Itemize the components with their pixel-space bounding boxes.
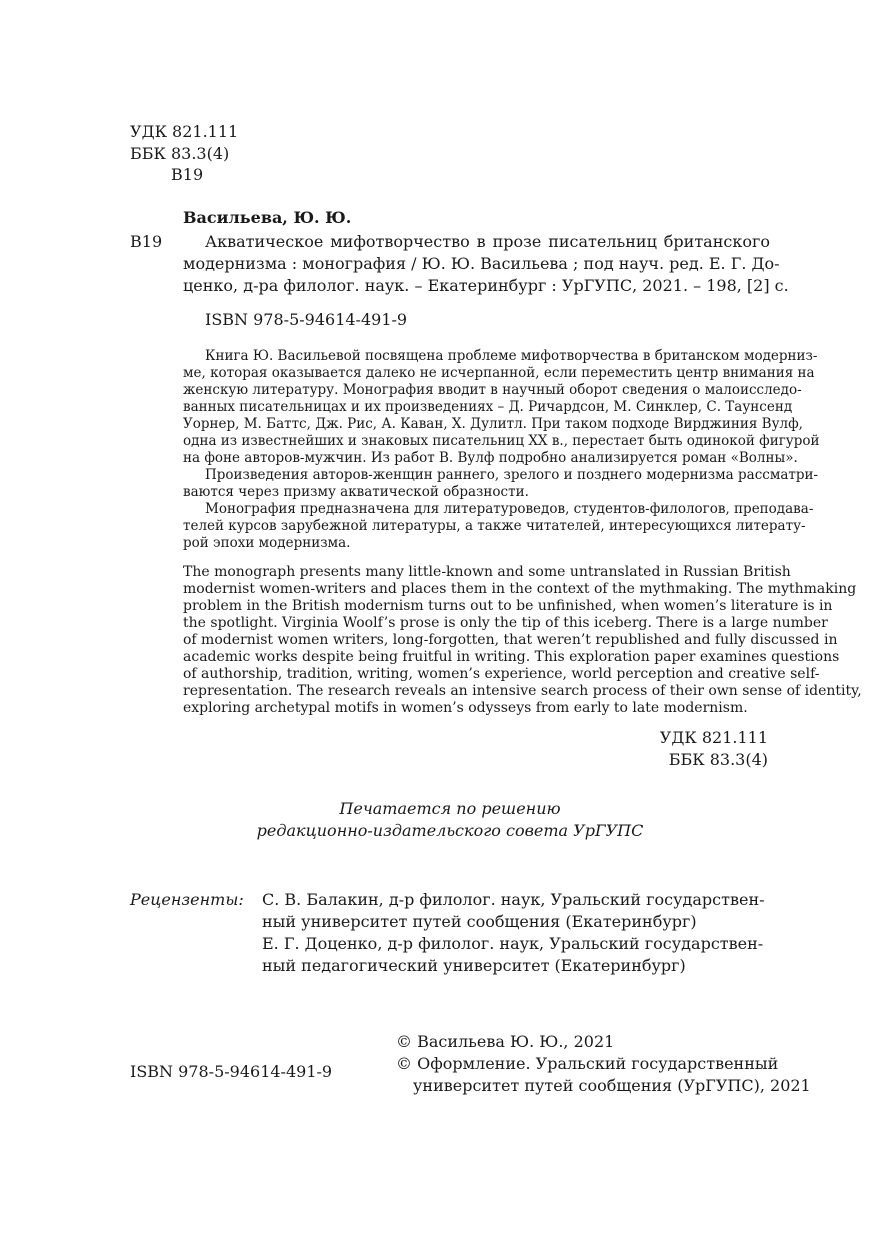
annotation-line: ме, которая оказывается далеко не исчерпанной, если переместить центр внимания на <box>183 365 815 381</box>
annotation-ru <box>183 348 820 551</box>
annotation-en-line: of authorship, tradition, writing, women’s experience, world perception and creative self- <box>183 666 820 682</box>
annotation-line: Уорнер, М. Баттс, Дж. Рис, А. Каван, Х. Дулитл. При таком подходе Вирджиния Вулф, <box>183 416 803 432</box>
reviewers-label: Рецензенты: <box>130 890 244 909</box>
copyright-line: © Васильева Ю. Ю., 2021 <box>396 1032 615 1051</box>
bbk-code: ББК 83.3(4) <box>130 144 230 163</box>
entry-desc-line: Акватическое мифотворчество в прозе писательниц британского <box>205 232 770 251</box>
annotation-line: рой эпохи модернизма. <box>183 535 351 551</box>
entry-desc-line: ценко, д-ра филолог. наук. – Екатеринбург : УрГУПС, 2021. – 198, [2] с. <box>183 276 789 295</box>
annotation-line: ванных писательницах и их произведениях – Д. Ричардсон, М. Синклер, С. Таунсенд <box>183 399 793 415</box>
author-mark: В19 <box>171 165 204 184</box>
entry-author: Васильева, Ю. Ю. <box>183 208 352 227</box>
udk-code: УДК 821.111 <box>130 122 239 141</box>
annotation-en-line: modernist women-writers and places them in the context of the mythmaking. The mythmaking <box>183 581 857 597</box>
footer-isbn: ISBN 978-5-94614-491-9 <box>130 1062 333 1081</box>
annotation-line: Книга Ю. Васильевой посвящена проблеме мифотворчества в британском модерниз- <box>205 348 818 364</box>
annotation-en-line: exploring archetypal motifs in women’s odysseys from early to late modernism. <box>183 700 748 716</box>
annotation-en-line: problem in the British modernism turns out to be unfinished, when women’s literature is in <box>183 598 833 614</box>
annotation-line: Монография предназначена для литературоведов, студентов-филологов, преподава- <box>205 501 814 517</box>
bbk-code-right: ББК 83.3(4) <box>668 750 768 769</box>
annotation-line: Произведения авторов-женщин раннего, зрелого и позднего модернизма рассматри- <box>205 467 819 483</box>
annotation-line: на фоне авторов-мужчин. Из работ В. Вулф подробно анализируется роман «Волны». <box>183 450 798 466</box>
annotation-line: ваются через призму акватической образности. <box>183 484 529 500</box>
udk-code-right: УДК 821.111 <box>659 728 768 747</box>
reviewer-line: С. В. Балакин, д-р филолог. наук, Уральский государствен- <box>262 890 765 909</box>
publish-note-line: Печатается по решению <box>339 799 561 818</box>
entry-isbn: ISBN 978-5-94614-491-9 <box>205 310 408 329</box>
reviewer-line: ный университет путей сообщения (Екатеринбург) <box>262 912 697 931</box>
entry-code: В19 <box>130 232 163 251</box>
annotation-line: одна из известнейших и знаковых писательниц XX в., перестает быть одинокой фигурой <box>183 433 820 449</box>
annotation-en-line: representation. The research reveals an intensive search process of their own sense of identity, <box>183 683 862 699</box>
reviewer-line: Е. Г. Доценко, д-р филолог. наук, Уральский государствен- <box>262 934 764 953</box>
reviewer-line: ный педагогический университет (Екатеринбург) <box>262 956 686 975</box>
annotation-en-line: academic works despite being fruitful in writing. This exploration paper examines questions <box>183 649 840 665</box>
copyright-line: университет путей сообщения (УрГУПС), 2021 <box>413 1076 811 1095</box>
annotation-line: телей курсов зарубежной литературы, а также читателей, интересующихся литерату- <box>183 518 806 534</box>
annotation-en <box>183 564 862 717</box>
annotation-en-line: The monograph presents many little-known and some untranslated in Russian British <box>183 564 791 580</box>
annotation-line: женскую литературу. Монография вводит в научный оборот сведения о малоисследо- <box>183 382 802 398</box>
copyright-line: © Оформление. Уральский государственный <box>396 1054 779 1073</box>
annotation-en-line: the spotlight. Virginia Woolf’s prose is only the tip of this iceberg. There is a large number <box>183 615 828 631</box>
annotation-en-line: of modernist women writers, long-forgotten, that weren’t republished and fully discussed in <box>183 632 838 648</box>
publish-note-line: редакционно-издательского совета УрГУПС <box>256 821 644 840</box>
entry-desc-line: модернизма : монография / Ю. Ю. Васильева ; под науч. ред. Е. Г. До- <box>183 254 780 273</box>
